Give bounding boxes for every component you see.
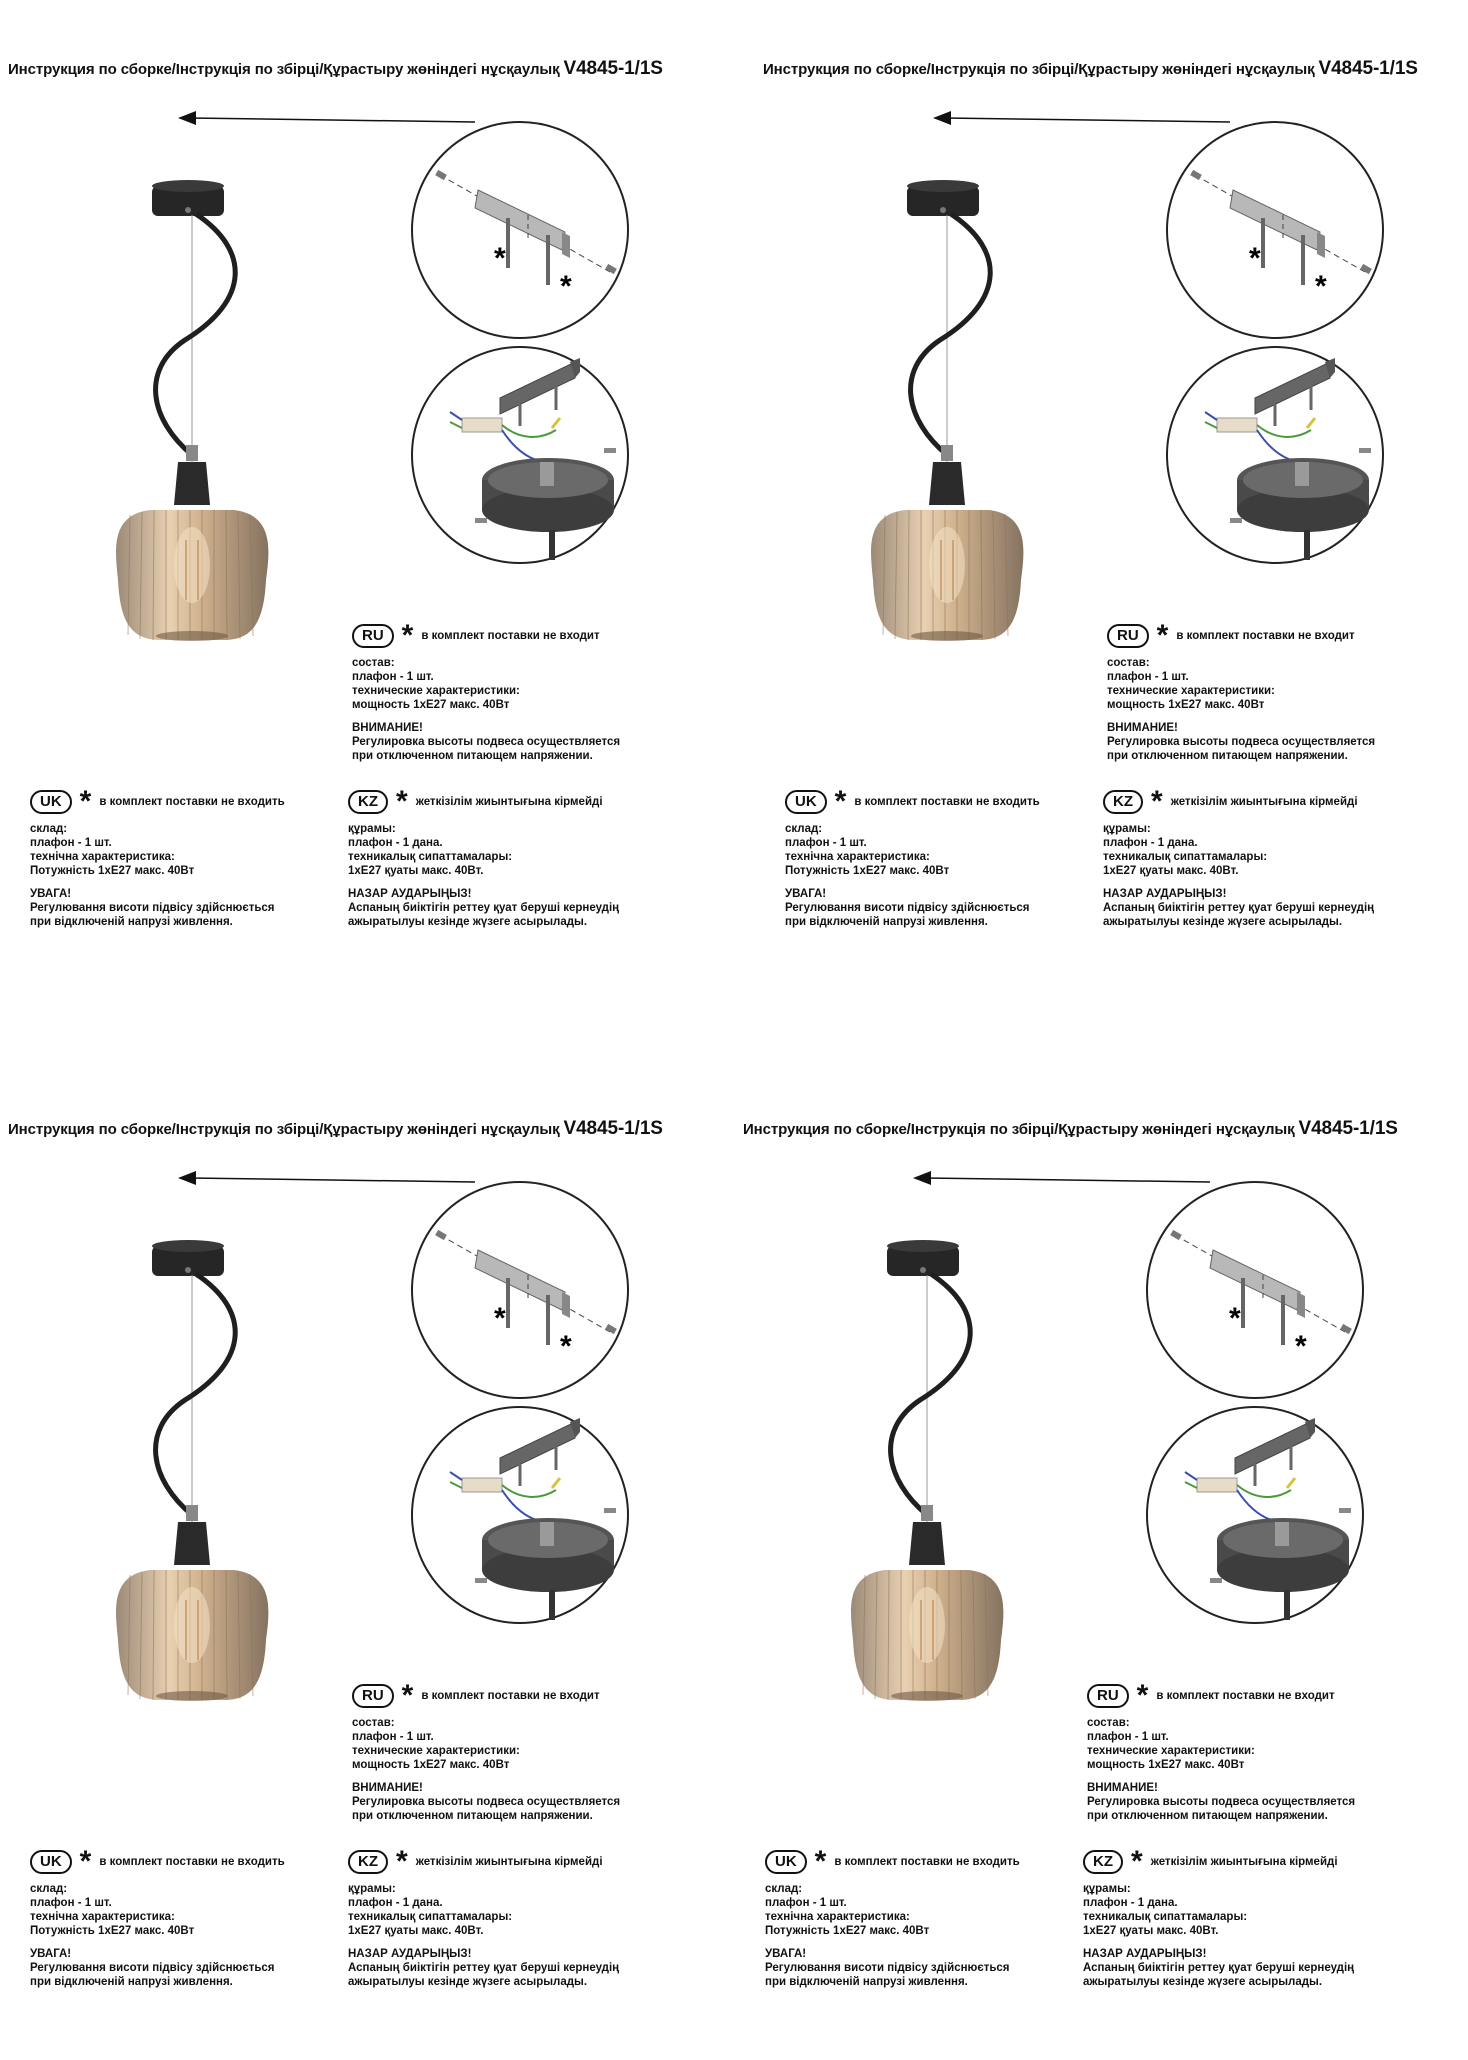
- warning-text: ажыратылуы кезінде жүзеге асырылады.: [1103, 916, 1343, 928]
- spec-line: плафон - 1 шт.: [785, 837, 867, 849]
- spec-line: склад:: [30, 823, 68, 835]
- not-included-note: в комплект поставки не входить: [99, 796, 285, 808]
- spec-line: мощность 1хЕ27 макс. 40Вт: [352, 1759, 510, 1771]
- warning-text: при отключенном питающем напряжении.: [1087, 1810, 1328, 1822]
- warning-title: УВАГА!: [765, 1948, 807, 1960]
- spec-line: технічна характеристика:: [30, 1911, 175, 1923]
- warning-text: Регулировка высоты подвеса осуществляется: [352, 736, 621, 748]
- warning-title: УВАГА!: [785, 888, 827, 900]
- asterisk-mark: *: [814, 1845, 827, 1878]
- model-number: V4845-1/1S: [1318, 58, 1418, 79]
- warning-text: при отключенном питающем напряжении.: [352, 1810, 593, 1822]
- spec-line: состав:: [1107, 657, 1150, 669]
- page-title: Инструкция по сборке/Інструкція по збірці/Құрастыру жөніндегі нұсқаулық V4845-1/1S: [8, 1118, 663, 1139]
- arrow-left-icon: [178, 1171, 475, 1185]
- spec-line: плафон - 1 шт.: [352, 671, 434, 683]
- model-number: V4845-1/1S: [563, 58, 663, 79]
- uk-section: [30, 1845, 285, 1989]
- warning-title: НАЗАР АУДАРЫҢЫЗ!: [348, 1948, 472, 1960]
- lang-badge-ru: RU: [352, 1684, 394, 1708]
- ru-section: [352, 619, 621, 763]
- wiring-icon: [412, 1407, 628, 1623]
- model-number: V4845-1/1S: [1298, 1118, 1398, 1139]
- wiring-icon: [412, 347, 628, 563]
- spec-line: склад:: [765, 1883, 803, 1895]
- ceiling-canopy-icon: [152, 180, 224, 216]
- ceiling-canopy-icon: [887, 1240, 959, 1276]
- warning-text: Регулировка высоты подвеса осуществляется: [1087, 1796, 1356, 1808]
- spec-line: технічна характеристика:: [765, 1911, 910, 1923]
- spec-line: техникалық сипаттамалары:: [1103, 851, 1268, 863]
- not-included-note: жеткізілім жиынтығына кірмейді: [1170, 796, 1358, 808]
- warning-text: при відключеній напрузі живлення.: [765, 1976, 968, 1988]
- spec-line: мощность 1хЕ27 макс. 40Вт: [1107, 699, 1265, 711]
- not-included-note: жеткізілім жиынтығына кірмейді: [1150, 1856, 1338, 1868]
- lang-badge-uk: UK: [765, 1850, 807, 1874]
- bracket-mounting-icon: [1167, 122, 1383, 338]
- warning-text: Аспаның биіктігін реттеу қуат беруші кернеудің: [1083, 1962, 1355, 1974]
- spec-line: мощность 1хЕ27 макс. 40Вт: [1087, 1759, 1245, 1771]
- ceiling-canopy-icon: [152, 1240, 224, 1276]
- asterisk-mark: *: [494, 242, 506, 275]
- spec-line: технические характеристики:: [352, 1745, 520, 1757]
- lang-badge-kz: KZ: [1083, 1850, 1123, 1874]
- spec-line: 1хЕ27 қуаты макс. 40Вт.: [348, 865, 484, 877]
- asterisk-mark: *: [494, 1302, 506, 1335]
- instruction-sheet: [735, 1060, 1468, 2020]
- warning-title: ВНИМАНИЕ!: [352, 1782, 423, 1794]
- ceiling-canopy-icon: [907, 180, 979, 216]
- lang-badge-kz: KZ: [348, 1850, 388, 1874]
- spec-line: құрамы:: [348, 823, 396, 835]
- warning-text: Аспаның биіктігін реттеу қуат беруші кернеудің: [348, 1962, 620, 1974]
- page-title: Инструкция по сборке/Інструкція по збірці/Құрастыру жөніндегі нұсқаулық V4845-1/1S: [743, 1118, 1398, 1139]
- warning-text: Регулювання висоти підвісу здійснюється: [785, 902, 1030, 914]
- spec-line: состав:: [352, 1717, 395, 1729]
- spec-line: плафон - 1 шт.: [30, 1897, 112, 1909]
- spec-line: құрамы:: [348, 1883, 396, 1895]
- warning-title: НАЗАР АУДАРЫҢЫЗ!: [1103, 888, 1227, 900]
- warning-text: Регулювання висоти підвісу здійснюється: [765, 1962, 1010, 1974]
- asterisk-mark: *: [560, 1330, 572, 1363]
- warning-text: при отключенном питающем напряжении.: [352, 750, 593, 762]
- not-included-note: в комплект поставки не входит: [421, 630, 600, 642]
- warning-text: при відключеній напрузі живлення.: [785, 916, 988, 928]
- spec-line: технічна характеристика:: [30, 851, 175, 863]
- bracket-mounting-icon: [412, 1182, 628, 1398]
- kz-section: [1083, 1845, 1355, 1989]
- warning-text: Регулювання висоти підвісу здійснюється: [30, 902, 275, 914]
- spec-line: технические характеристики:: [352, 685, 520, 697]
- spec-line: плафон - 1 дана.: [348, 1897, 443, 1909]
- instruction-sheet: [0, 1060, 734, 2020]
- kz-section: [1103, 785, 1375, 929]
- asterisk-mark: *: [1249, 242, 1261, 275]
- warning-text: при відключеній напрузі живлення.: [30, 1976, 233, 1988]
- bracket-mounting-icon: [1147, 1182, 1363, 1398]
- pendant-lamp-icon: [851, 1505, 1003, 1701]
- lang-badge-uk: UK: [785, 790, 827, 814]
- spec-line: 1хЕ27 қуаты макс. 40Вт.: [1103, 865, 1239, 877]
- uk-section: [785, 785, 1040, 929]
- warning-text: ажыратылуы кезінде жүзеге асырылады.: [348, 1976, 588, 1988]
- warning-text: Аспаның биіктігін реттеу қуат беруші кернеудің: [348, 902, 620, 914]
- warning-text: при отключенном питающем напряжении.: [1107, 750, 1348, 762]
- spec-line: технические характеристики:: [1107, 685, 1275, 697]
- not-included-note: в комплект поставки не входит: [1176, 630, 1355, 642]
- pendant-lamp-icon: [116, 1505, 268, 1701]
- asterisk-mark: *: [1151, 785, 1163, 818]
- spec-line: состав:: [352, 657, 395, 669]
- warning-text: ажыратылуы кезінде жүзеге асырылады.: [348, 916, 588, 928]
- ru-section: [352, 1679, 621, 1823]
- spec-line: Потужність 1хЕ27 макс. 40Вт: [765, 1925, 930, 1937]
- not-included-note: в комплект поставки не входить: [834, 1856, 1020, 1868]
- asterisk-mark: *: [1315, 270, 1327, 303]
- warning-text: Регулювання висоти підвісу здійснюється: [30, 1962, 275, 1974]
- warning-text: Аспаның биіктігін реттеу қуат беруші кернеудің: [1103, 902, 1375, 914]
- kz-section: [348, 1845, 620, 1989]
- arrow-left-icon: [178, 111, 475, 125]
- instruction-panel-1: [0, 0, 734, 1000]
- arrow-left-icon: [913, 1171, 1210, 1185]
- spec-line: плафон - 1 дана.: [1103, 837, 1198, 849]
- page-title: Инструкция по сборке/Інструкція по збірці/Құрастыру жөніндегі нұсқаулық V4845-1/1S: [763, 58, 1418, 79]
- spec-line: техникалық сипаттамалары:: [348, 851, 513, 863]
- lang-badge-kz: KZ: [348, 790, 388, 814]
- not-included-note: в комплект поставки не входить: [99, 1856, 285, 1868]
- pendant-lamp-icon: [116, 445, 268, 641]
- spec-line: 1хЕ27 қуаты макс. 40Вт.: [348, 1925, 484, 1937]
- arrow-left-icon: [933, 111, 1230, 125]
- not-included-note: в комплект поставки не входит: [421, 1690, 600, 1702]
- asterisk-mark: *: [1295, 1330, 1307, 1363]
- lang-badge-ru: RU: [352, 624, 394, 648]
- spec-line: плафон - 1 шт.: [352, 1731, 434, 1743]
- not-included-note: в комплект поставки не входить: [854, 796, 1040, 808]
- not-included-note: жеткізілім жиынтығына кірмейді: [415, 796, 603, 808]
- spec-line: плафон - 1 шт.: [1087, 1731, 1169, 1743]
- spec-line: плафон - 1 дана.: [1083, 1897, 1178, 1909]
- spec-line: техникалық сипаттамалары:: [348, 1911, 513, 1923]
- spec-line: плафон - 1 шт.: [1107, 671, 1189, 683]
- warning-title: УВАГА!: [30, 888, 72, 900]
- instruction-panel-3: [0, 1060, 734, 2060]
- spec-line: Потужність 1хЕ27 макс. 40Вт: [30, 1925, 195, 1937]
- ru-section: [1107, 619, 1376, 763]
- spec-line: плафон - 1 дана.: [348, 837, 443, 849]
- asterisk-mark: *: [1156, 619, 1169, 652]
- warning-title: ВНИМАНИЕ!: [1087, 1782, 1158, 1794]
- uk-section: [765, 1845, 1020, 1989]
- lang-badge-kz: KZ: [1103, 790, 1143, 814]
- asterisk-mark: *: [1229, 1302, 1241, 1335]
- warning-title: НАЗАР АУДАРЫҢЫЗ!: [1083, 1948, 1207, 1960]
- asterisk-mark: *: [1131, 1845, 1143, 1878]
- warning-title: ВНИМАНИЕ!: [1107, 722, 1178, 734]
- bracket-mounting-icon: [412, 122, 628, 338]
- asterisk-mark: *: [401, 619, 414, 652]
- ru-section: [1087, 1679, 1356, 1823]
- instruction-sheet: [755, 0, 1468, 960]
- page-title: Инструкция по сборке/Інструкція по збірці/Құрастыру жөніндегі нұсқаулық V4845-1/1S: [8, 58, 663, 79]
- spec-line: технические характеристики:: [1087, 1745, 1255, 1757]
- pendant-lamp-icon: [871, 445, 1023, 641]
- model-number: V4845-1/1S: [563, 1118, 663, 1139]
- asterisk-mark: *: [560, 270, 572, 303]
- warning-text: Регулировка высоты подвеса осуществляется: [1107, 736, 1376, 748]
- spec-line: техникалық сипаттамалары:: [1083, 1911, 1248, 1923]
- warning-title: НАЗАР АУДАРЫҢЫЗ!: [348, 888, 472, 900]
- asterisk-mark: *: [834, 785, 847, 818]
- warning-text: при відключеній напрузі живлення.: [30, 916, 233, 928]
- instruction-sheet: [0, 0, 734, 960]
- spec-line: Потужність 1хЕ27 макс. 40Вт: [785, 865, 950, 877]
- warning-text: ажыратылуы кезінде жүзеге асырылады.: [1083, 1976, 1323, 1988]
- asterisk-mark: *: [1136, 1679, 1149, 1712]
- spec-line: 1хЕ27 қуаты макс. 40Вт.: [1083, 1925, 1219, 1937]
- wiring-icon: [1167, 347, 1383, 563]
- warning-title: ВНИМАНИЕ!: [352, 722, 423, 734]
- not-included-note: в комплект поставки не входит: [1156, 1690, 1335, 1702]
- instruction-panel-4: [735, 1060, 1468, 2060]
- spec-line: құрамы:: [1103, 823, 1151, 835]
- asterisk-mark: *: [396, 1845, 408, 1878]
- asterisk-mark: *: [401, 1679, 414, 1712]
- kz-section: [348, 785, 620, 929]
- asterisk-mark: *: [396, 785, 408, 818]
- warning-title: УВАГА!: [30, 1948, 72, 1960]
- spec-line: склад:: [785, 823, 823, 835]
- lang-badge-ru: RU: [1107, 624, 1149, 648]
- warning-text: Регулировка высоты подвеса осуществляется: [352, 1796, 621, 1808]
- spec-line: технічна характеристика:: [785, 851, 930, 863]
- spec-line: состав:: [1087, 1717, 1130, 1729]
- uk-section: [30, 785, 285, 929]
- spec-line: құрамы:: [1083, 1883, 1131, 1895]
- asterisk-mark: *: [79, 785, 92, 818]
- lang-badge-ru: RU: [1087, 1684, 1129, 1708]
- spec-line: плафон - 1 шт.: [30, 837, 112, 849]
- spec-line: мощность 1хЕ27 макс. 40Вт: [352, 699, 510, 711]
- lang-badge-uk: UK: [30, 790, 72, 814]
- asterisk-mark: *: [79, 1845, 92, 1878]
- instruction-panel-2: [755, 0, 1468, 1000]
- lang-badge-uk: UK: [30, 1850, 72, 1874]
- not-included-note: жеткізілім жиынтығына кірмейді: [415, 1856, 603, 1868]
- wiring-icon: [1147, 1407, 1363, 1623]
- spec-line: Потужність 1хЕ27 макс. 40Вт: [30, 865, 195, 877]
- spec-line: плафон - 1 шт.: [765, 1897, 847, 1909]
- spec-line: склад:: [30, 1883, 68, 1895]
